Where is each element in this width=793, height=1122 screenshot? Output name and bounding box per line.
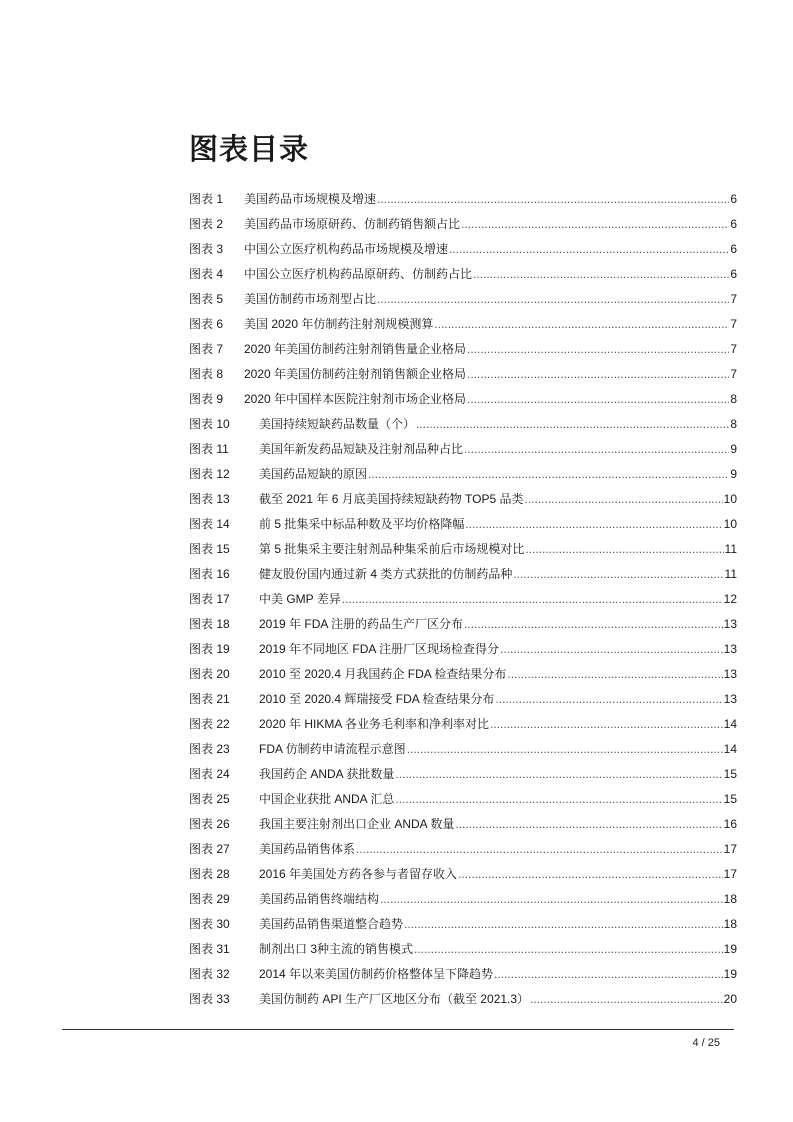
toc-entry-33[interactable] xyxy=(189,989,737,1014)
page-ref: 8 xyxy=(730,392,737,406)
page-ref: 6 xyxy=(730,192,737,206)
figure-title: 2010 至 2020.4 辉瑞接受 FDA 检查结果分布 xyxy=(259,692,495,706)
figure-label: 图表 2 xyxy=(189,217,224,231)
figure-label: 图表 18 xyxy=(189,617,230,631)
dot-leader xyxy=(495,689,722,709)
figure-label: 图表 27 xyxy=(189,842,230,856)
toc-entry-10[interactable] xyxy=(189,414,737,439)
dot-leader xyxy=(461,214,729,234)
figure-label: 图表 11 xyxy=(189,442,229,456)
footer-divider xyxy=(62,1029,734,1030)
page-ref: 9 xyxy=(730,442,737,456)
page-ref: 13 xyxy=(723,617,737,631)
figure-label: 图表 32 xyxy=(189,967,230,981)
dot-leader xyxy=(414,939,723,959)
page-ref: 13 xyxy=(723,692,737,706)
toc-entry-2[interactable] xyxy=(189,214,737,239)
toc-entry-21[interactable] xyxy=(189,689,737,714)
dot-leader xyxy=(525,539,723,559)
figure-title: 前 5 批集采中标品种数及平均价格降幅 xyxy=(259,517,465,531)
figure-label: 图表 15 xyxy=(189,542,230,556)
figure-title: 制剂出口 3种主流的销售模式 xyxy=(259,942,414,956)
toc-entry-22[interactable] xyxy=(189,714,737,739)
page-ref: 7 xyxy=(730,367,737,381)
figure-label: 图表 30 xyxy=(189,917,230,931)
figure-title: 中国公立医疗机构药品原研药、仿制药占比 xyxy=(244,267,473,281)
figure-label: 图表 22 xyxy=(189,717,230,731)
toc-entry-13[interactable] xyxy=(189,489,737,514)
figure-title: 美国药品市场原研药、仿制药销售额占比 xyxy=(244,217,461,231)
dot-leader xyxy=(464,439,729,459)
figure-title: FDA 仿制药申请流程示意图 xyxy=(259,742,406,756)
page-ref: 15 xyxy=(723,792,737,806)
figure-title: 我国药企 ANDA 获批数量 xyxy=(259,767,395,781)
figure-label: 图表 31 xyxy=(189,942,230,956)
page-ref: 7 xyxy=(730,317,737,331)
figure-label: 图表 16 xyxy=(189,567,230,581)
toc-entry-29[interactable] xyxy=(189,889,737,914)
figure-title: 2020 年中国样本医院注射剂市场企业格局 xyxy=(244,392,467,406)
toc-entry-28[interactable] xyxy=(189,864,737,889)
figure-title: 美国药品短缺的原因 xyxy=(259,467,368,481)
dot-leader xyxy=(467,339,729,359)
toc-entry-23[interactable] xyxy=(189,739,737,764)
figure-label: 图表 8 xyxy=(189,367,224,381)
dot-leader xyxy=(449,239,729,259)
toc-entry-16[interactable] xyxy=(189,564,737,589)
dot-leader xyxy=(490,714,723,734)
toc-entry-8[interactable] xyxy=(189,364,737,389)
dot-leader xyxy=(404,914,723,934)
figure-title: 2014 年以来美国仿制药价格整体呈下降趋势 xyxy=(259,967,494,981)
figure-label: 图表 10 xyxy=(189,417,230,431)
figure-title: 美国药品市场规模及增速 xyxy=(244,192,377,206)
table-of-figures xyxy=(189,189,737,1014)
page-ref: 14 xyxy=(723,742,737,756)
figure-label: 图表 25 xyxy=(189,792,230,806)
page-number: 4 / 25 xyxy=(692,1037,720,1049)
figure-label: 图表 9 xyxy=(189,392,224,406)
page-ref: 19 xyxy=(723,967,737,981)
toc-entry-19[interactable] xyxy=(189,639,737,664)
dot-leader xyxy=(407,739,723,759)
dot-leader xyxy=(507,664,722,684)
figure-label: 图表 29 xyxy=(189,892,230,906)
figure-label: 图表 4 xyxy=(189,267,224,281)
page-ref: 20 xyxy=(723,992,737,1006)
toc-entry-20[interactable] xyxy=(189,664,737,689)
figure-label: 图表 7 xyxy=(189,342,224,356)
dot-leader xyxy=(342,589,723,609)
page-ref: 6 xyxy=(730,242,737,256)
figure-label: 图表 24 xyxy=(189,767,230,781)
page-ref: 17 xyxy=(723,867,737,881)
page-ref: 12 xyxy=(723,592,737,606)
figure-label: 图表 1 xyxy=(189,192,224,206)
page-ref: 16 xyxy=(723,817,737,831)
toc-entry-3[interactable] xyxy=(189,239,737,264)
figure-title: 第 5 批集采主要注射剂品种集采前后市场规模对比 xyxy=(259,542,525,556)
page-ref: 11 xyxy=(724,542,737,556)
figure-label: 图表 12 xyxy=(189,467,230,481)
page-ref: 13 xyxy=(723,642,737,656)
figure-title: 截至 2021 年 6 月底美国持续短缺药物 TOP5 品类 xyxy=(259,492,524,506)
dot-leader xyxy=(377,289,729,309)
figure-label: 图表 28 xyxy=(189,867,230,881)
figure-label: 图表 26 xyxy=(189,817,230,831)
dot-leader xyxy=(464,614,723,634)
figure-title: 健友股份国内通过新 4 类方式获批的仿制药品种 xyxy=(259,567,513,581)
page-ref: 18 xyxy=(723,892,737,906)
figure-label: 图表 23 xyxy=(189,742,230,756)
figure-label: 图表 13 xyxy=(189,492,230,506)
page-ref: 9 xyxy=(730,467,737,481)
page-title: 图表目录 xyxy=(189,134,310,166)
toc-entry-26[interactable] xyxy=(189,814,737,839)
dot-leader xyxy=(473,264,729,284)
figure-label: 图表 17 xyxy=(189,592,230,606)
figure-label: 图表 14 xyxy=(189,517,230,531)
toc-entry-6[interactable] xyxy=(189,314,737,339)
figure-title: 我国主要注射剂出口企业 ANDA 数量 xyxy=(259,817,455,831)
figure-title: 2016 年美国处方药各参与者留存收入 xyxy=(259,867,458,881)
toc-entry-17[interactable] xyxy=(189,589,737,614)
toc-entry-15[interactable] xyxy=(189,539,737,564)
figure-label: 图表 21 xyxy=(189,692,230,706)
dot-leader xyxy=(500,639,723,659)
dot-leader xyxy=(465,514,722,534)
figure-label: 图表 5 xyxy=(189,292,224,306)
dot-leader xyxy=(530,989,723,1009)
dot-leader xyxy=(525,489,723,509)
figure-title: 美国药品销售体系 xyxy=(259,842,356,856)
dot-leader xyxy=(368,464,729,484)
figure-title: 美国年新发药品短缺及注射剂品种占比 xyxy=(259,442,464,456)
page-ref: 8 xyxy=(730,417,737,431)
dot-leader xyxy=(494,964,723,984)
figure-title: 美国仿制药市场剂型占比 xyxy=(244,292,377,306)
dot-leader xyxy=(467,389,729,409)
page-ref: 7 xyxy=(730,342,737,356)
dot-leader xyxy=(467,364,729,384)
dot-leader xyxy=(356,839,723,859)
toc-entry-31[interactable] xyxy=(189,939,737,964)
page-ref: 6 xyxy=(730,267,737,281)
toc-entry-4[interactable] xyxy=(189,264,737,289)
toc-entry-7[interactable] xyxy=(189,339,737,364)
figure-title: 2020 年美国仿制药注射剂销售量企业格局 xyxy=(244,342,467,356)
page-ref: 6 xyxy=(730,217,737,231)
figure-title: 2010 至 2020.4 月我国药企 FDA 检查结果分布 xyxy=(259,667,507,681)
figure-title: 美国 2020 年仿制药注射剂规模测算 xyxy=(244,317,434,331)
dot-leader xyxy=(455,814,722,834)
page-ref: 14 xyxy=(723,717,737,731)
toc-entry-5[interactable] xyxy=(189,289,737,314)
dot-leader xyxy=(377,189,729,209)
figure-title: 美国药品销售渠道整合趋势 xyxy=(259,917,404,931)
toc-entry-9[interactable] xyxy=(189,389,737,414)
page-ref: 10 xyxy=(723,492,737,506)
dot-leader xyxy=(513,564,723,584)
figure-label: 图表 33 xyxy=(189,992,230,1006)
dot-leader xyxy=(416,414,729,434)
figure-title: 美国药品销售终端结构 xyxy=(259,892,380,906)
figure-label: 图表 20 xyxy=(189,667,230,681)
toc-entry-14[interactable] xyxy=(189,514,737,539)
toc-entry-1[interactable] xyxy=(189,189,737,214)
figure-title: 2020 年美国仿制药注射剂销售额企业格局 xyxy=(244,367,467,381)
figure-title: 美国持续短缺药品数量（个） xyxy=(259,417,416,431)
page-ref: 11 xyxy=(724,567,737,581)
figure-title: 2020 年 HIKMA 各业务毛利率和净利率对比 xyxy=(259,717,490,731)
toc-entry-11[interactable] xyxy=(189,439,737,464)
figure-title: 2019 年不同地区 FDA 注册厂区现场检查得分 xyxy=(259,642,500,656)
page-ref: 15 xyxy=(723,767,737,781)
page-ref: 10 xyxy=(723,517,737,531)
toc-entry-18[interactable] xyxy=(189,614,737,639)
dot-leader xyxy=(458,864,723,884)
toc-entry-24[interactable] xyxy=(189,764,737,789)
figure-title: 中美 GMP 差异 xyxy=(259,592,341,606)
dot-leader xyxy=(395,789,722,809)
page-ref: 19 xyxy=(723,942,737,956)
toc-entry-32[interactable] xyxy=(189,964,737,989)
toc-entry-12[interactable] xyxy=(189,464,737,489)
figure-label: 图表 6 xyxy=(189,317,224,331)
figure-title: 2019 年 FDA 注册的药品生产厂区分布 xyxy=(259,617,464,631)
figure-title: 美国仿制药 API 生产厂区地区分布（截至 2021.3） xyxy=(259,992,530,1006)
figure-label: 图表 3 xyxy=(189,242,224,256)
toc-entry-30[interactable] xyxy=(189,914,737,939)
figure-title: 中国公立医疗机构药品市场规模及增速 xyxy=(244,242,449,256)
page-ref: 18 xyxy=(723,917,737,931)
dot-leader xyxy=(434,314,729,334)
figure-title: 中国企业获批 ANDA 汇总 xyxy=(259,792,395,806)
dot-leader xyxy=(395,764,722,784)
page-ref: 17 xyxy=(723,842,737,856)
dot-leader xyxy=(380,889,723,909)
figure-label: 图表 19 xyxy=(189,642,230,656)
toc-entry-25[interactable] xyxy=(189,789,737,814)
page-ref: 7 xyxy=(730,292,737,306)
toc-entry-27[interactable] xyxy=(189,839,737,864)
page-ref: 13 xyxy=(723,667,737,681)
